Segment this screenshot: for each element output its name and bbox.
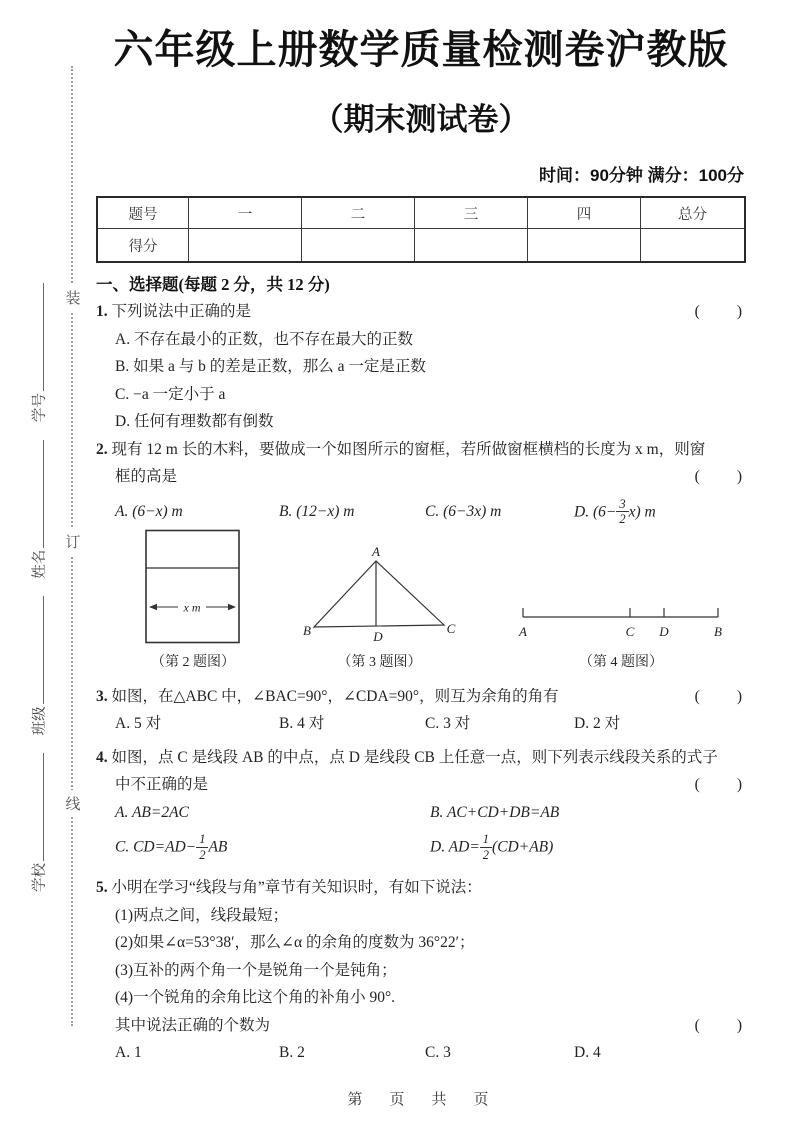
- question-4-options-row2: [96, 826, 746, 868]
- question-1-number: 1.: [96, 303, 108, 320]
- question-2-stem-line2: 框的高是: [115, 468, 178, 485]
- option-d-pre: D. (6−: [574, 503, 617, 521]
- question-1-answer-blank: ( ): [694, 303, 744, 320]
- score-table-cell-defen: 得分: [97, 229, 189, 263]
- question-3-option-a: A. 5 对: [115, 715, 162, 732]
- student-id-field-label: 学号: [32, 393, 48, 423]
- question-3-stem: 如图，在△ABC 中，∠BAC=90°，∠CDA=90°，则互为余角的角有: [111, 687, 559, 705]
- question-4-stem-line2: 中不正确的是: [115, 776, 209, 793]
- school-field-blank: [29, 753, 44, 861]
- question-3-answer-blank: ( ): [694, 687, 744, 705]
- question-5-option-c: C. 3: [425, 1044, 451, 1061]
- point-a-label: A: [519, 624, 527, 639]
- figures-row: [96, 535, 746, 677]
- question-4-text-line2: [96, 771, 746, 799]
- class-field: [32, 596, 48, 735]
- figure-q3-caption: （第 3 题图）: [337, 655, 422, 670]
- student-info-strip: [28, 212, 50, 892]
- score-blank-cell: [302, 229, 415, 263]
- question-4-option-c: [115, 832, 430, 862]
- question-2-option-c: C. (6−3x) m: [425, 502, 502, 520]
- question-2-answer-blank: ( ): [694, 468, 744, 485]
- score-table-cell-tihao: 题号: [97, 197, 189, 229]
- question-5-options: [96, 1039, 746, 1067]
- fraction-one-half: [480, 832, 492, 862]
- figure-q2-caption: （第 2 题图）: [151, 655, 235, 670]
- fraction-numerator: 3: [616, 497, 628, 512]
- figure-q2-window-frame: [144, 529, 242, 677]
- school-field-label: 学校: [32, 863, 48, 892]
- fraction-numerator: 1: [480, 832, 492, 847]
- score-table-cell-three: 三: [415, 197, 528, 229]
- question-3-option-b: B. 4 对: [279, 715, 325, 732]
- binding-dotted-line: [65, 66, 81, 1026]
- question-1-option-d: D. 任何有理数都有倒数: [115, 413, 274, 430]
- question-5-statement-1: (1)两点之间，线段最短；: [115, 906, 289, 924]
- fraction-three-halves: [616, 497, 628, 527]
- question-5-closing: [96, 1012, 746, 1040]
- fraction-denominator: 2: [199, 847, 206, 862]
- binding-char-xian: 线: [63, 790, 83, 817]
- window-frame-diagram: [144, 529, 242, 645]
- option-d-pre: D. AD=: [430, 838, 480, 856]
- question-4-option-d: [430, 832, 553, 862]
- name-field-label: 姓名: [32, 549, 48, 579]
- point-b-label: B: [714, 624, 722, 639]
- point-d-label: D: [373, 629, 383, 644]
- fraction-denominator: 2: [482, 847, 490, 862]
- vertex-a-label: A: [372, 545, 380, 559]
- question-5-option-a: A. 1: [115, 1044, 142, 1061]
- question-2-option-b: B. (12−x) m: [279, 502, 355, 520]
- fraction-denominator: 2: [619, 512, 626, 526]
- option-d-post: x) m: [628, 503, 656, 521]
- question-4-stem-line1: 如图，点 C 是线段 AB 的中点，点 D 是线段 CB 上任意一点，则下列表示线段关系的式子: [111, 748, 718, 766]
- vertex-b-label: B: [303, 623, 311, 638]
- class-field-label: 班级: [32, 706, 48, 736]
- question-1-option-c: C. −a 一定小于 a: [115, 385, 226, 403]
- binding-char-ding: 订: [63, 528, 83, 555]
- score-table: [96, 196, 746, 263]
- figure-q4-caption: （第 4 题图）: [579, 655, 663, 670]
- page-footer: 第 页 共 页: [347, 1091, 495, 1108]
- question-5-number: 5.: [96, 879, 108, 896]
- question-5-option-b: B. 2: [279, 1044, 305, 1061]
- score-blank-cell: [641, 229, 746, 263]
- score-table-cell-one: 一: [189, 197, 302, 229]
- question-5-statement-2: (2)如果∠α=53°38′，那么∠α 的余角的度数为 36°22′；: [115, 934, 475, 951]
- point-d-label: D: [659, 624, 669, 639]
- paper-subtitle: （期末测试卷）: [312, 102, 530, 137]
- score-blank-cell: [189, 229, 302, 263]
- question-1: [96, 298, 746, 436]
- score-table-header-row: [97, 197, 745, 229]
- time-score-info: 时间：90分钟 满分：100分: [539, 166, 744, 185]
- option-d-post: (CD+AB): [492, 838, 554, 856]
- score-blank-cell: [415, 229, 528, 263]
- score-table-cell-four: 四: [528, 197, 641, 229]
- score-table-cell-two: 二: [302, 197, 415, 229]
- question-2: [96, 436, 746, 677]
- class-field-blank: [29, 596, 44, 704]
- question-4-option-a: A. AB=2AC: [115, 803, 189, 821]
- score-table-cell-total: 总分: [641, 197, 746, 229]
- question-4-number: 4.: [96, 748, 108, 766]
- question-1-stem: 下列说法中正确的是: [111, 303, 252, 320]
- question-3-option-c: C. 3 对: [425, 715, 471, 732]
- fraction-numerator: 1: [196, 832, 208, 847]
- figure-q3-triangle: [302, 545, 457, 677]
- question-4-option-b: B. AC+CD+DB=AB: [430, 803, 560, 821]
- question-1-options: [96, 326, 746, 436]
- question-4-options-row1: [96, 799, 746, 827]
- question-5-statement-4: (4)一个锐角的余角比这个角的补角小 90°.: [115, 989, 396, 1006]
- question-5-answer-blank: ( ): [694, 1016, 744, 1034]
- question-5-statement-3: (3)互补的两个角一个是锐角一个是钝角；: [115, 961, 397, 979]
- question-3-number: 3.: [96, 687, 108, 705]
- question-3-options: [96, 710, 746, 738]
- question-4-answer-blank: ( ): [694, 776, 744, 793]
- question-3-option-d: D. 2 对: [574, 715, 621, 732]
- question-1-option-b: B. 如果 a 与 b 的差是正数，那么 a 一定是正数: [115, 358, 426, 375]
- triangle-abc-diagram: [302, 545, 457, 645]
- question-5: [96, 874, 746, 1067]
- question-4: [96, 744, 746, 869]
- question-2-options: [96, 491, 746, 533]
- vertex-c-label: C: [446, 621, 456, 636]
- question-2-stem-line1: 现有 12 m 长的木料，要做成一个如图所示的窗框，若所做窗框横档的长度为 x m，则窗: [111, 440, 706, 458]
- question-3-text: [96, 683, 746, 711]
- question-2-option-a: A. (6−x) m: [115, 502, 183, 520]
- question-2-number: 2.: [96, 440, 108, 458]
- score-table-score-row: [97, 229, 745, 263]
- fraction-one-half: [196, 832, 208, 862]
- question-1-text: [96, 298, 746, 326]
- school-field: [32, 753, 48, 892]
- question-5-stem: 小明在学习“线段与角”章节有关知识时，有如下说法：: [111, 879, 482, 896]
- student-id-field: [32, 283, 48, 422]
- score-blank-cell: [528, 229, 641, 263]
- paper-title: 六年级上册数学质量检测卷沪教版: [113, 28, 729, 72]
- question-5-intro: [96, 874, 746, 902]
- option-c-post: AB: [208, 838, 228, 856]
- paper-content: [96, 18, 746, 1067]
- question-2-text-line2: [96, 463, 746, 491]
- option-c-pre: C. CD=AD−: [115, 838, 197, 856]
- question-5-closing-text: 其中说法正确的个数为: [115, 1016, 271, 1034]
- binding-char-zhuang: 装: [63, 284, 83, 311]
- question-3: [96, 683, 746, 738]
- question-2-option-d: [574, 497, 746, 527]
- segment-ab-diagram: [515, 593, 727, 645]
- figure-q4-segment: [515, 593, 727, 677]
- name-field-blank: [29, 440, 44, 548]
- question-5-option-d: D. 4: [574, 1044, 601, 1061]
- window-width-label: x m: [183, 600, 201, 615]
- point-c-label: C: [625, 624, 635, 639]
- question-4-text-line1: [96, 744, 746, 772]
- section-heading: 一、选择题(每题 2 分，共 12 分): [96, 275, 330, 294]
- name-field: [32, 440, 48, 579]
- student-id-field-blank: [29, 283, 44, 391]
- question-2-text-line1: [96, 436, 746, 464]
- question-1-option-a: A. 不存在最小的正数，也不存在最大的正数: [115, 330, 413, 348]
